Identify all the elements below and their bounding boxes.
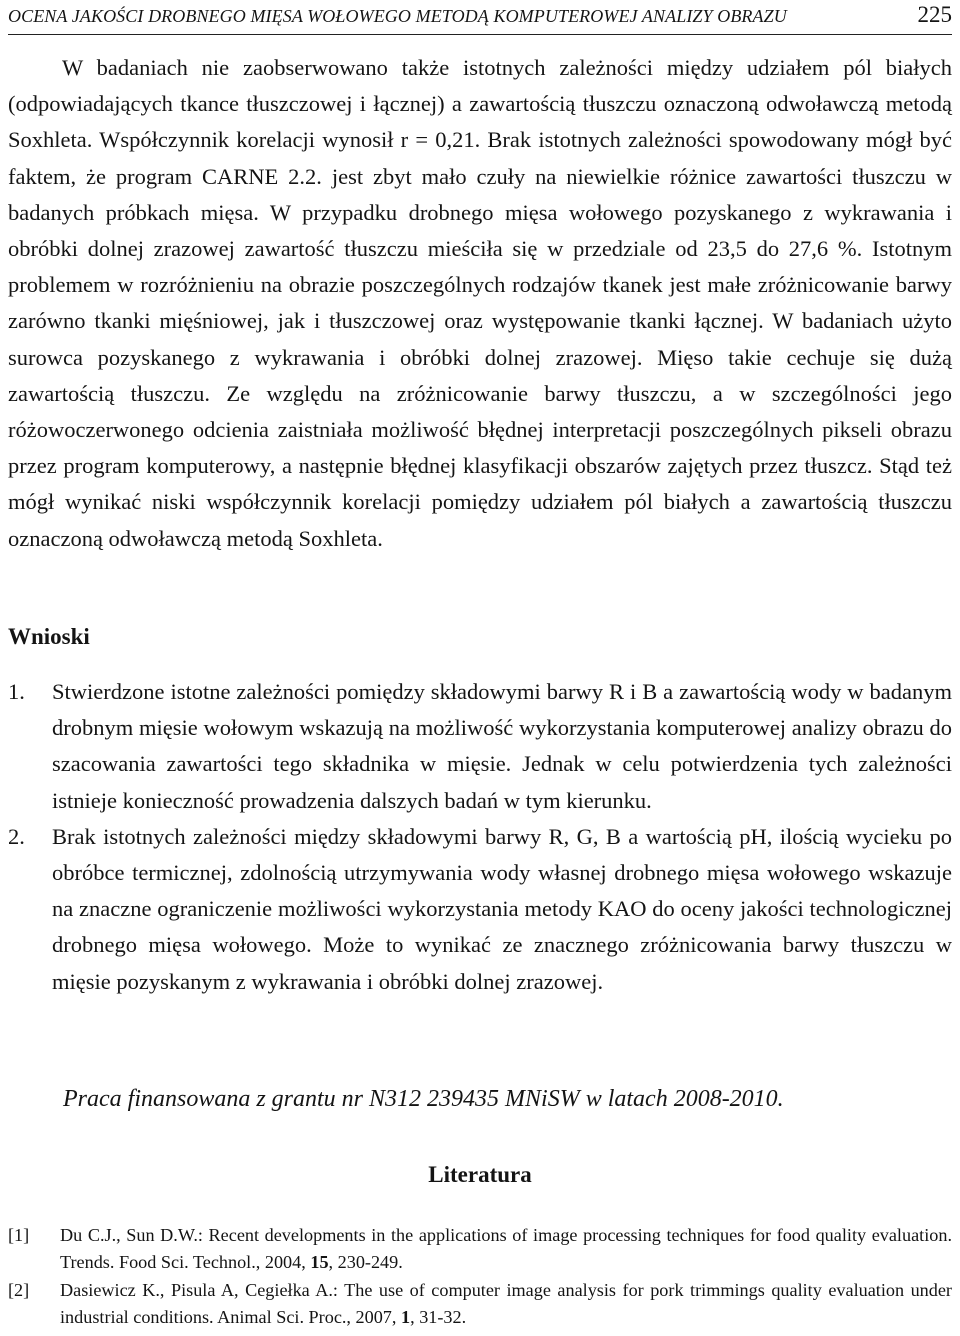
running-header-title: OCENA JAKOŚCI DROBNEGO MIĘSA WOŁOWEGO METODĄ KOMPUTEROWEJ ANALIZY OBRAZU [8,6,787,26]
discussion-section [8,50,952,557]
conclusions-heading: Wnioski [8,624,90,649]
reference-list [8,1222,952,1332]
reference-number: [1] [8,1225,30,1245]
conclusion-item [8,819,952,1000]
body-paragraph: W badaniach nie zaobserwowano także istotnych zależności między udziałem pól białych (odpowiadających tkance tłuszczowej i łącznej) a zawartością tłuszczu oznaczoną odwoławczą metodą Soxhleta. Współczynnik korelacji wynosił r = 0,21. Brak istotnych zależności spowodowany mógł być faktem, że program CARNE 2.2. jest zbyt mało czuły na niewielkie różnice zawartości tłuszczu w badanych próbkach mięsa. W przypadku drobnego mięsa wołowego pozyskanego z wykrawania i obróbki dolnej zrazowej zawartość tłuszczu mieściła się w przedziale od 23,5 do 27,6 %. Istotnym problemem w rozróżnieniu na obrazie poszczególnych rodzajów tkanek jest małe zróżnicowanie barwy zarówno tkanki mięśniowej, jak i tłuszczowej oraz występowanie tkanki łącznej. W badaniach użyto surowca pozyskanego z wykrawania i obróbki dolnej zrazowej. Mięso takie cechuje się dużą zawartością tłuszczu. Ze względu na zróżnicowanie barwy tłuszczu, a w szczególności jego różowoczerwonego odcienia zaistniała możliwość błędnej interpretacji poszczególnych pikseli obrazu przez program komputerowy, a następnie błędnej klasyfikacji obszarów zajętych przez tłuszcz. Stąd też mógł wynikać niski współczynnik korelacji pomiędzy udziałem pól białych a zawartością tłuszczu oznaczoną odwoławczą metodą Soxhleta. [8,55,952,551]
conclusion-number: 2. [8,823,25,849]
reference-pages: , 230-249. [328,1251,403,1272]
conclusion-text: Brak istotnych zależności między składowymi barwy R, G, B a wartością pH, ilością wycieku po obróbce termicznej, zdolnością utrzymywania wody własnej drobnego mięsa wołowego wskazuje na znaczne ograniczenie możliwości wykorzystania metody KAO do oceny jakości technologicznej drobnego mięsa wołowego. Może to wynikać ze znacznego zróżnicowania barwy tłuszczu w mięsie pozyskanym z wykrawania i obróbki dolnej zrazowej. [52,823,952,994]
conclusion-item [8,674,952,819]
reference-text: Du C.J., Sun D.W.: Recent developments in the applications of image processing techniques for food quality evaluation. Trends. Food Sci. Technol., 2004, [60,1225,952,1272]
reference-number: [2] [8,1280,30,1300]
reference-item [8,1222,952,1275]
running-header [8,2,952,35]
literature-heading: Literatura [428,1162,532,1187]
reference-text: Dasiewicz K., Pisula A, Cegiełka A.: The use of computer image analysis for pork trimmings quality evaluation under industrial conditions. Animal Sci. Proc., 2007, [60,1280,952,1327]
conclusion-text: Stwierdzone istotne zależności pomiędzy składowymi barwy R i B a zawartością wody w badanym drobnym mięsie wołowym wskazują na możliwość wykorzystania komputerowej analizy obrazu do szacowania zawartości tego składnika w mięsie. Jednak w celu potwierdzenia tych zależności istnieje konieczność prowadzenia dalszych badań w tym kierunku. [52,679,952,813]
reference-volume: 15 [310,1251,329,1272]
conclusions-list [8,674,952,1000]
reference-pages: , 31-32. [410,1306,467,1327]
conclusion-number: 1. [8,679,25,704]
page-number: 225 [917,2,952,27]
funding-note: Praca finansowana z grantu nr N312 239435 MNiSW w latach 2008-2010. [63,1086,784,1112]
reference-volume: 1 [401,1306,411,1327]
reference-item [8,1277,952,1330]
